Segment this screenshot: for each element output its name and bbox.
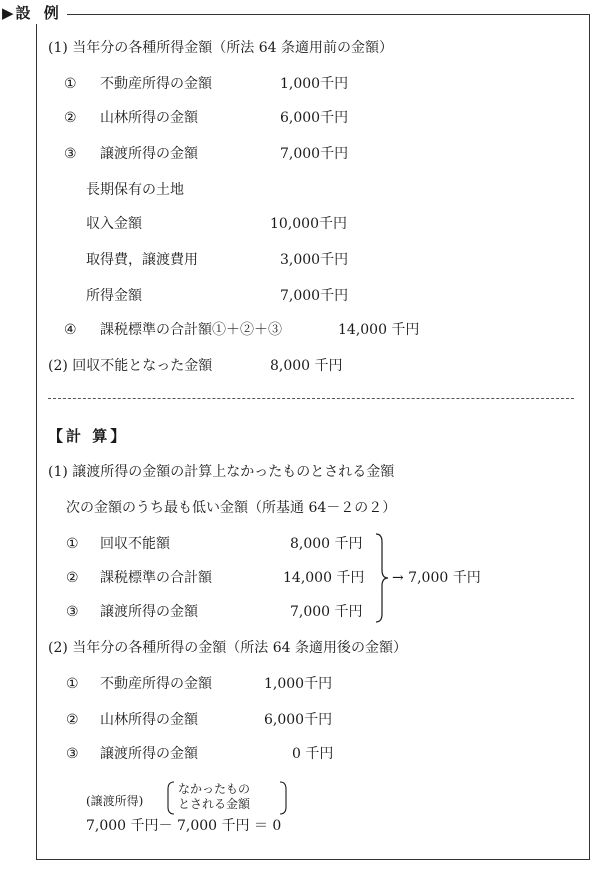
calc-row3-name: 譲渡所得の金額 (100, 604, 198, 620)
calc2-row1-num: ① (66, 676, 79, 692)
formula-label: (譲渡所得) (86, 794, 144, 808)
example-item2-label: (2) 回収不能となった金額 (48, 358, 213, 374)
calc2-row1-value: 1,000千円 (264, 676, 333, 692)
example-row3-value: 7,000千円 (280, 146, 349, 162)
heading-label: 設 例 (15, 4, 63, 22)
formula-expression: 7,000 千円－ 7,000 千円 ＝ 0 (86, 818, 282, 834)
calc-item2-label: (2) 当年分の各種所得の金額（所法 64 条適用後の金額） (48, 640, 407, 656)
formula-note-line1: なかったもの (178, 782, 251, 796)
total-value: 14,000 千円 (338, 322, 420, 338)
triangle-marker-icon: ▶ (2, 4, 14, 22)
calc-row1-value: 8,000 千円 (290, 536, 363, 552)
revenue-label: 収入金額 (86, 216, 142, 232)
formula-note-line2: とされる金額 (178, 797, 251, 811)
income-label: 所得金額 (86, 288, 142, 304)
calc2-row2-num: ② (66, 712, 79, 728)
calc-row2-value: 14,000 千円 (283, 570, 365, 586)
example-row3-name: 譲渡所得の金額 (100, 146, 198, 162)
left-paren-icon (166, 781, 176, 815)
example-row2-num: ② (64, 110, 77, 126)
example-row3-num: ③ (64, 146, 77, 162)
calc2-row3-name: 譲渡所得の金額 (100, 746, 198, 762)
calc-item1-intro: 次の金額のうち最も低い金額（所基通 64－２の２） (66, 500, 397, 516)
calc-row1-name: 回収不能額 (100, 536, 170, 552)
cost-label: 取得費，譲渡費用 (86, 252, 198, 268)
section-heading (0, 2, 67, 24)
cost-value: 3,000千円 (280, 252, 349, 268)
calc-title: 【計 算】 (48, 427, 129, 445)
calc2-row2-name: 山林所得の金額 (100, 712, 198, 728)
total-name: 課税標準の合計額①＋②＋③ (100, 322, 282, 338)
example-item2-value: 8,000 千円 (270, 358, 343, 374)
long-term-land-label: 長期保有の土地 (86, 182, 184, 198)
example-row2-value: 6,000千円 (280, 110, 349, 126)
total-num: ④ (64, 322, 77, 338)
calc-item1-label: (1) 譲渡所得の金額の計算上なかったものとされる金額 (48, 464, 395, 480)
example-row1-value: 1,000千円 (280, 76, 349, 92)
calc-row2-num: ② (66, 570, 79, 586)
calc2-row1-name: 不動産所得の金額 (100, 676, 212, 692)
income-value: 7,000千円 (280, 288, 349, 304)
right-brace-icon (374, 532, 390, 624)
calc2-row3-value: 0 千円 (292, 746, 334, 762)
calc-row2-name: 課税標準の合計額 (100, 570, 212, 586)
dashed-divider (48, 398, 574, 399)
calc2-row2-value: 6,000千円 (264, 712, 333, 728)
calc2-row3-num: ③ (66, 746, 79, 762)
calc-item1-result: → 7,000 千円 (392, 570, 481, 586)
calc-row3-num: ③ (66, 604, 79, 620)
right-paren-icon (278, 781, 288, 815)
revenue-value: 10,000千円 (270, 216, 347, 232)
calc-row3-value: 7,000 千円 (290, 604, 363, 620)
example-item1-label: (1) 当年分の各種所得金額（所法 64 条適用前の金額） (48, 40, 393, 56)
example-row2-name: 山林所得の金額 (100, 110, 198, 126)
calc-row1-num: ① (66, 536, 79, 552)
example-row1-num: ① (64, 76, 77, 92)
example-row1-name: 不動産所得の金額 (100, 76, 212, 92)
